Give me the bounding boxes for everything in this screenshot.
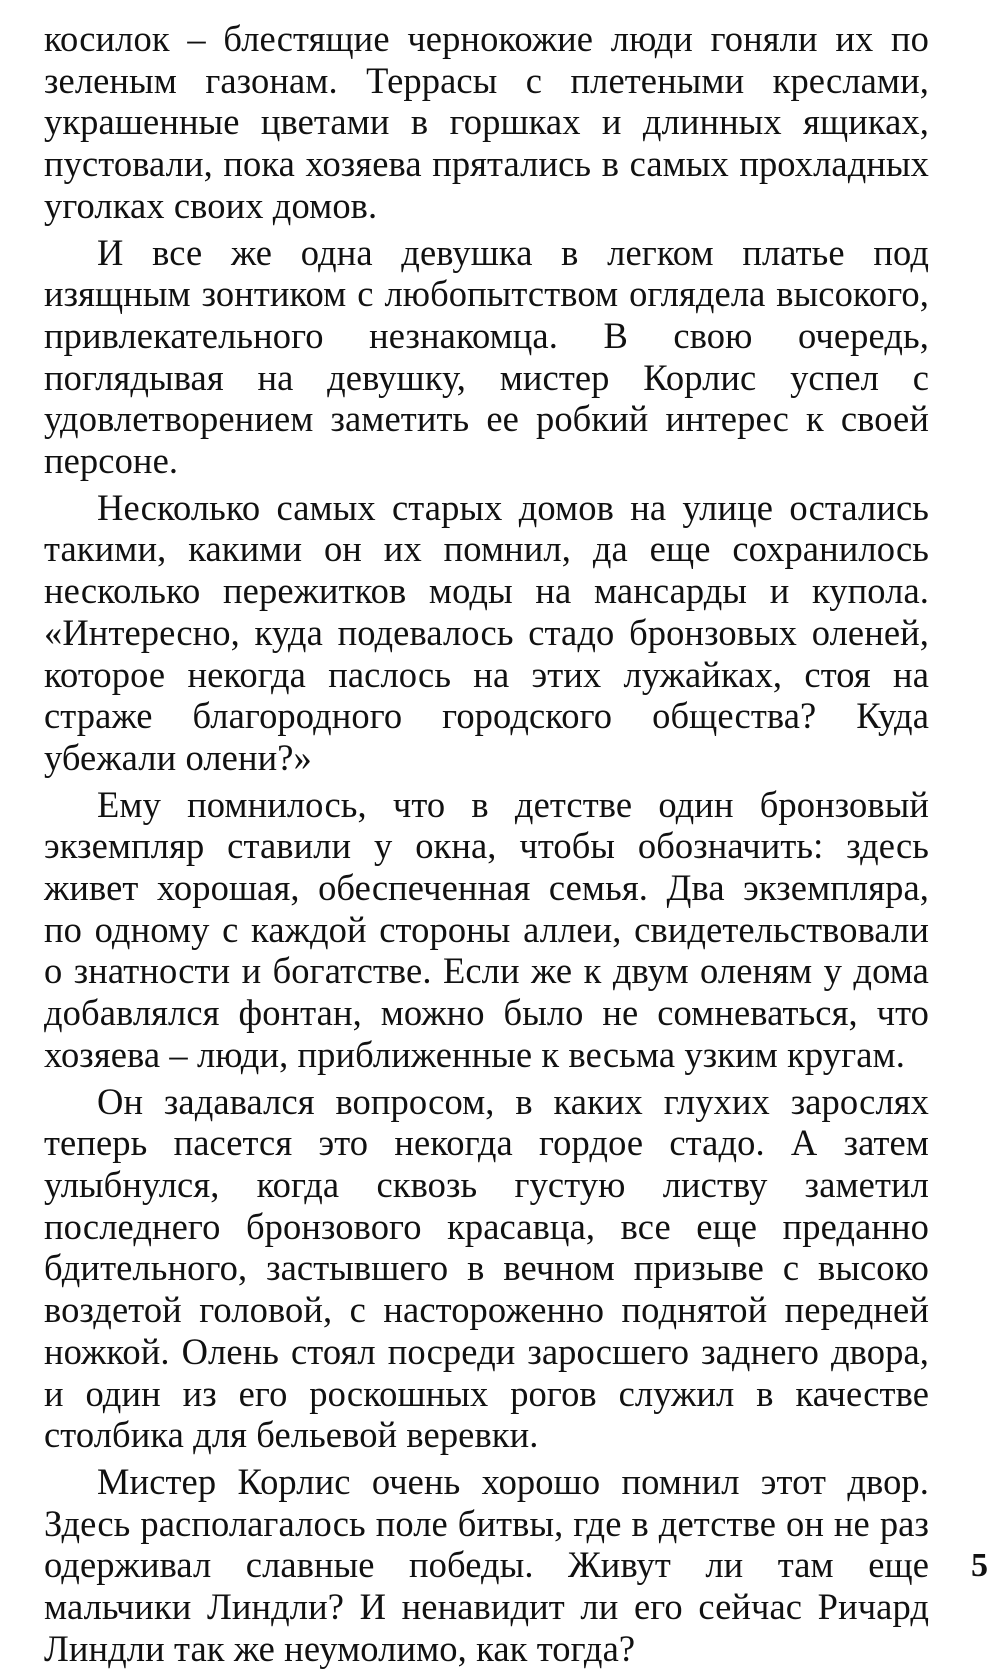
paragraph: Несколько самых старых домов на улице остались такими, какими он их помнил, да еще сохранилось несколько пережитков моды на мансарды и купола. «Интересно, куда подевалось стадо бронзовых оленей, которое некогда паслось на этих лужайках, стоя на страже благородного городского общества? Куда убежали олени?» (44, 486, 929, 778)
page-number: 5 (971, 1547, 988, 1584)
paragraph: косилок – блестящие чернокожие люди гоняли их по зеленым газонам. Террасы с плетеными креслами, украшенные цветами в горшках и длинных ящиках, пустовали, пока хозяева прятались в самых прохладных уголках своих домов. (44, 18, 929, 226)
paragraph: Ему помнилось, что в детстве один бронзовый экземпляр ставили у окна, чтобы обозначить: здесь живет хорошая, обеспеченная семья. Два экземпляра, по одному с каждой стороны аллеи, свидетельствовали о знатности и богатстве. Если же к двум оленям у дома добавлялся фонтан, можно было не сомневаться, что хозяева – люди, приближенные к весьма узким кругам. (44, 783, 929, 1075)
body-text (44, 18, 929, 1669)
book-page (44, 18, 929, 1669)
paragraph: Он задавался вопросом, в каких глухих зарослях теперь пасется это некогда гордое стадо. А затем улыбнулся, когда сквозь густую листву заметил последнего бронзового красавца, все еще преданно бдительного, застывшего в вечном призыве с высоко воздетой головой, с настороженно поднятой передней ножкой. Олень стоял посреди заросшего заднего двора, и один из его роскошных рогов служил в качестве столбика для бельевой веревки. (44, 1080, 929, 1456)
paragraph: И все же одна девушка в легком платье под изящным зонтиком с любопытством оглядела высокого, привлекательного незнакомца. В свою очередь, поглядывая на девушку, мистер Корлис успел с удовлетворением заметить ее робкий интерес к своей персоне. (44, 231, 929, 482)
paragraph: Мистер Корлис очень хорошо помнил этот двор. Здесь располагалось поле битвы, где в детстве он не раз одерживал славные победы. Живут ли там еще мальчики Линдли? И ненавидит ли его сейчас Ричард Линдли так же неумолимо, как тогда? (44, 1460, 929, 1669)
